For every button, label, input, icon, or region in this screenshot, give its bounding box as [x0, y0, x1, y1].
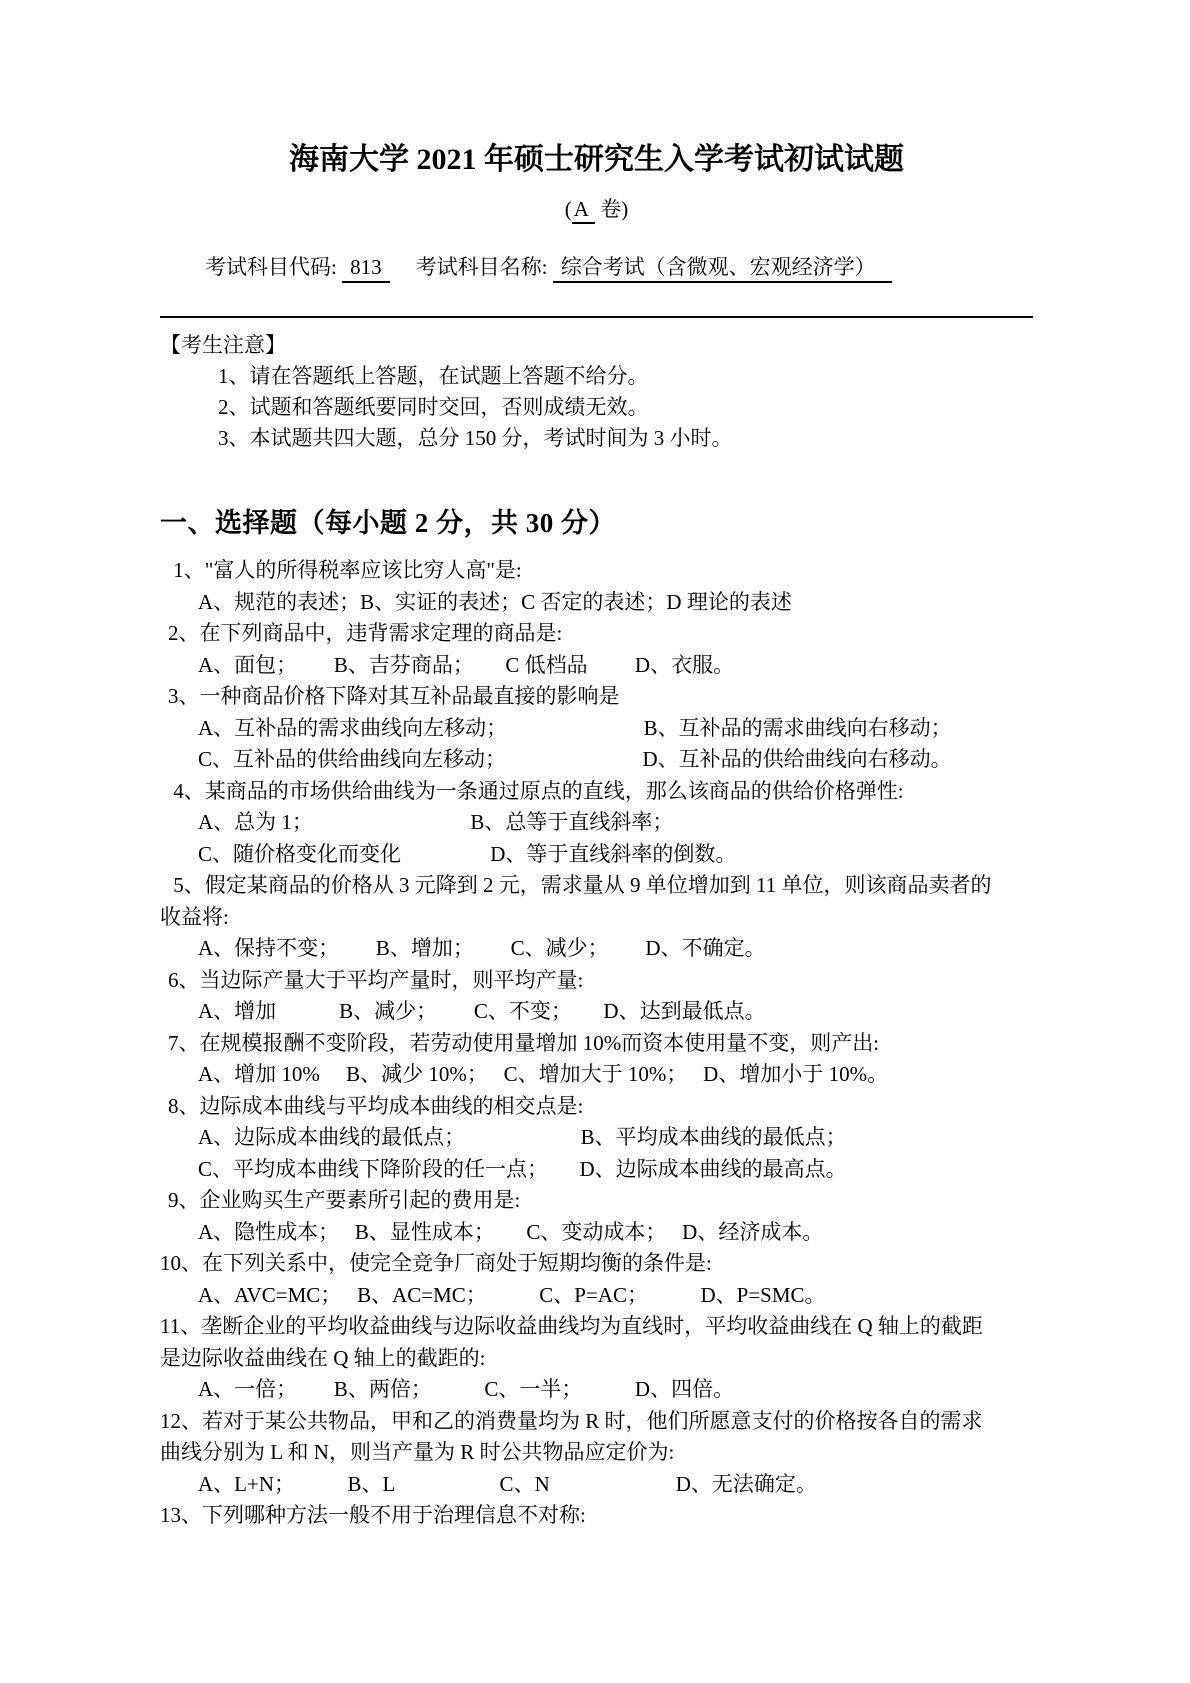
question: [160, 555, 1033, 618]
subject-line: [160, 250, 1033, 284]
question: [160, 1248, 1033, 1311]
question-line: A、总为 1； B、总等于直线斜率；: [198, 810, 674, 834]
question: [160, 965, 1033, 1028]
notice-box: [160, 316, 1033, 454]
page-content: [160, 0, 1033, 1532]
question-line: C、平均成本曲线下降阶段的任一点； D、边际成本曲线的最高点。: [198, 1156, 847, 1181]
page-title: 海南大学 2021 年硕士研究生入学考试初试试题: [289, 143, 904, 176]
subject-code-label: 考试科目代码:: [205, 255, 337, 279]
question: [160, 1500, 1033, 1532]
question-line: 10、在下列关系中，使完全竞争厂商处于短期均衡的条件是:: [160, 1251, 712, 1275]
notice-item: 2、试题和答题纸要同时交回，否则成绩无效。: [218, 395, 649, 419]
question-line: 3、一种商品价格下降对其互补品最直接的影响是: [168, 684, 620, 708]
question-line: C、互补品的供给曲线向左移动； D、互补品的供给曲线向右移动。: [198, 747, 952, 771]
question-line: A、增加 B、减少； C、不变； D、达到最低点。: [198, 999, 766, 1023]
subject-name-value: 综合考试（含微观、宏观经济学）: [553, 255, 892, 283]
question: [160, 1311, 1033, 1406]
question: [160, 1406, 1033, 1501]
question-line: 是边际收益曲线在 Q 轴上的截距的:: [160, 1345, 486, 1370]
question-line: A、面包； B、吉芬商品； C 低档品 D、衣服。: [198, 652, 735, 677]
question-line: A、L+N； B、L C、N D、无法确定。: [198, 1471, 817, 1496]
question-line: A、保持不变； B、增加； C、减少； D、不确定。: [198, 936, 766, 960]
question-line: 4、某商品的市场供给曲线为一条通过原点的直线，那么该商品的供给价格弹性:: [168, 778, 904, 803]
question: [160, 618, 1033, 681]
notice-items: [160, 361, 1033, 454]
question-line: 12、若对于某公共物品，甲和乙的消费量均为 R 时，他们所愿意支付的价格按各自的需求: [160, 1408, 983, 1433]
questions: [160, 555, 1033, 1532]
question-line: A、AVC=MC； B、AC=MC； C、P=AC； D、P=SMC。: [198, 1282, 826, 1307]
section-heading: 一、选择题（每小题 2 分，共 30 分）: [160, 508, 616, 538]
question: [160, 1185, 1033, 1248]
question-line: 收益将:: [160, 904, 229, 929]
question: [160, 681, 1033, 776]
question-line: 2、在下列商品中，违背需求定理的商品是:: [168, 621, 563, 645]
question-line: 曲线分别为 L 和 N，则当产量为 R 时公共物品应定价为:: [160, 1440, 675, 1464]
question-line: 13、下列哪种方法一般不用于治理信息不对称:: [160, 1503, 586, 1527]
question-line: A、边际成本曲线的最低点； B、平均成本曲线的最低点；: [198, 1125, 847, 1149]
question: [160, 1091, 1033, 1186]
question-line: 6、当边际产量大于平均产量时，则平均产量:: [168, 967, 584, 992]
paper-letter: A: [572, 197, 595, 224]
paper-pre: (: [564, 197, 572, 221]
question-line: A、互补品的需求曲线向左移动； B、互补品的需求曲线向右移动；: [198, 715, 952, 740]
notice-item: 3、本试题共四大题，总分 150 分，考试时间为 3 小时。: [218, 426, 733, 450]
question: [160, 1028, 1033, 1091]
question-line: A、一倍； B、两倍； C、一半； D、四倍。: [198, 1377, 735, 1401]
notice-header: 【考生注意】: [160, 333, 286, 357]
question-line: 8、边际成本曲线与平均成本曲线的相交点是:: [168, 1093, 584, 1118]
paper-type: [160, 194, 1033, 224]
question-line: 9、企业购买生产要素所引起的费用是:: [168, 1188, 521, 1212]
question-line: 7、在规模报酬不变阶段，若劳动使用量增加 10%而资本使用量不变，则产出:: [168, 1030, 880, 1055]
question: [160, 870, 1033, 965]
notice-item: 1、请在答题纸上答题，在试题上答题不给分。: [218, 364, 649, 388]
paper-post: 卷): [594, 197, 629, 221]
question: [160, 776, 1033, 871]
question-line: 1、"富人的所得税率应该比穷人高"是:: [168, 558, 522, 582]
question-line: A、隐性成本； B、显性成本； C、变动成本； D、经济成本。: [198, 1219, 824, 1244]
subject-code-value: 813: [342, 255, 390, 283]
question-line: 5、假定某商品的价格从 3 元降到 2 元，需求量从 9 单位增加到 11 单位，则该商品卖者的: [168, 873, 992, 897]
question-line: 11、垄断企业的平均收益曲线与边际收益曲线均为直线时，平均收益曲线在 Q 轴上的截距: [160, 1314, 983, 1338]
question-line: A、规范的表述；B、实证的表述；C 否定的表述；D 理论的表述: [198, 589, 792, 614]
question-line: C、随价格变化而变化 D、等于直线斜率的倒数。: [198, 841, 737, 866]
question-line: A、增加 10% B、减少 10%； C、增加大于 10%； D、增加小于 10%。: [198, 1062, 889, 1086]
subject-name-label: 考试科目名称:: [415, 255, 548, 279]
